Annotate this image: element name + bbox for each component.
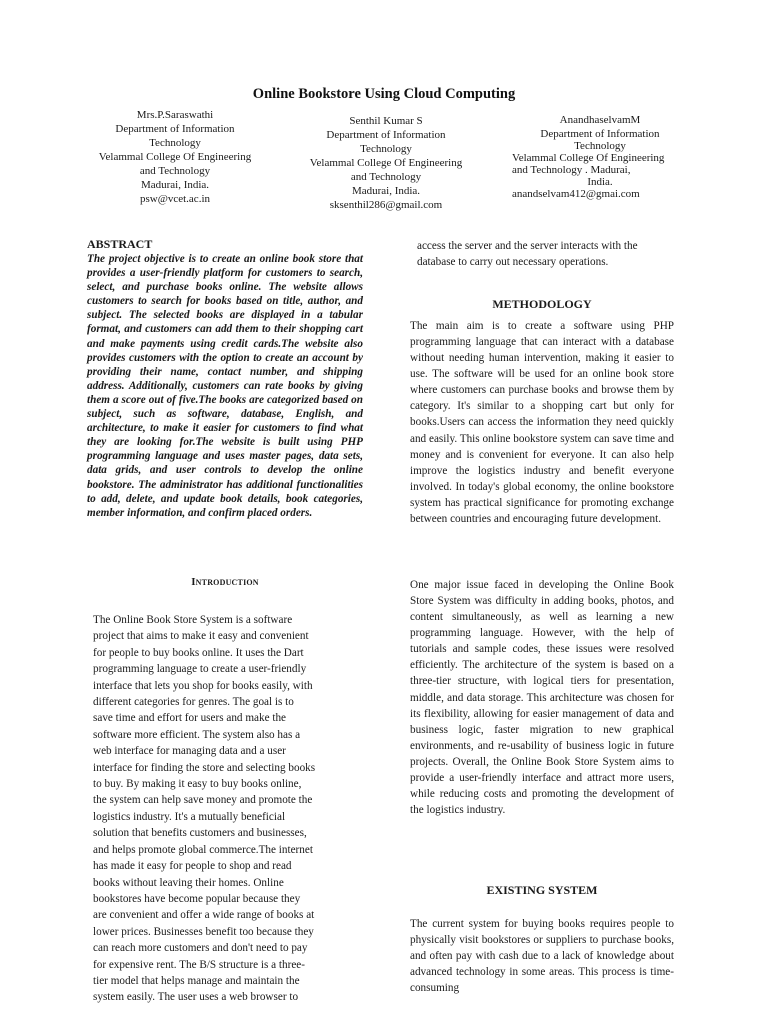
author-department-cont: Technology (149, 137, 201, 149)
text-line: books without leaving their homes. Online (93, 876, 284, 889)
text-line: tier model that helps manage and maintain the (93, 974, 300, 987)
author-block-2 (299, 114, 473, 212)
author-name: Mrs.P.Saraswathi (136, 109, 214, 121)
text-line: database to carry out necessary operations. (417, 256, 609, 269)
methodology-heading: METHODOLOGY (492, 297, 592, 311)
author-department: Department of Information (540, 128, 660, 140)
author-college-cont: and Technology . Madurai, (512, 164, 631, 176)
author-block-3 (512, 114, 688, 200)
author-department: Department of Information (115, 123, 235, 135)
methodology-paragraph-1: The main aim is to create a software using PHP programming language that can interact with a database without needing human intervention, making it easier to use. The software will be used for an online book store where customers can purchase books and browse them by category. It's similar to a shopping cart but only for books.Users can access the information they need quickly and easily. This online bookstore system can save time and money and is convenient for everyone. It can also help improve the logistics industry and benefit everyone involved. In today's global economy, the online bookstore system has practical significance for promoting exchange between countries and encouraging future development. (410, 320, 674, 525)
methodology-paragraph-2: One major issue faced in developing the Online Book Store System was difficulty in adding books, photos, and content simultaneously, as well as learning a new programming language. However, with the help of tutorials and sample codes, these issues were resolved efficiently. The architecture of the system is based on a three-tier structure, with logical tiers for presentation, middle, and data storage. This architecture was chosen for its flexibility, allowing for easier management of data and business logic, faster migration to new graphical environments, and re-usability of business logic in future projects. Overall, the Online Book Store System aims to provide a user-friendly interface and attract more users, while reducing costs and promoting the development of the logistics industry. (410, 579, 674, 817)
text-line: access the server and the server interacts with the (417, 240, 638, 252)
author-block-1 (84, 108, 266, 206)
text-line: software more efficient. The system also has a (93, 728, 301, 741)
text-line: different categories for genres. The goal is to (93, 696, 294, 709)
author-college: Velammal College Of Engineering (512, 152, 665, 164)
text-line: interface that lets you shop for books easily, with (93, 679, 313, 692)
text-line: programming language to create a user-friendly (93, 663, 307, 676)
text-line: save time and effort for users and make the (93, 712, 287, 725)
text-line: to buy. By making it easy to buy books online, (93, 778, 302, 791)
author-location: Madurai, India. (351, 185, 421, 197)
author-location: India. (587, 176, 613, 188)
text-line: can reach more customers and don't need to pay (93, 942, 308, 955)
abstract-heading: ABSTRACT (87, 237, 153, 251)
author-department: Department of Information (326, 129, 446, 141)
text-line: has made it easy for people to shop and read (93, 860, 292, 873)
author-name: AnandhaselvamM (559, 114, 641, 126)
text-line: bookstores have become popular because they (93, 892, 301, 905)
author-college: Velammal College Of Engineering (98, 151, 252, 163)
author-department-cont: Technology (574, 140, 626, 152)
introduction-heading: Introduction (191, 576, 259, 588)
abstract-text: The project objective is to create an online book store that provides a user-friendly platform for customers to search, select, and purchase books online. The website allows customers to search for books based on title, author, and subject. The selected books are displayed in a tabular format, and customers can add them to their shopping cart and make payments using credit cards.The website also provides customers with the option to create an account by providing their name, contact number, and shipping address. Additionally, customers can rate books by giving them a score out of five.The books are categorized based on subject, such as software, database, English, and architecture, to make it easier for customers to find what they are looking for.The website is built using PHP programming language and uses master pages, data sets, data grids, and user controls to develop the online bookstore. The administrator has additional functionalities to add, delete, and update book details, book categories, member information, and confirm placed orders. (87, 253, 363, 519)
text-line: lower prices. Businesses benefit too because they (93, 925, 314, 938)
text-line: interface for finding the store and selecting books (93, 761, 316, 774)
author-college-cont: and Technology (139, 165, 211, 177)
text-line: are convenient and offer a wide range of books at (93, 909, 315, 922)
column2-continued-text (417, 238, 675, 270)
text-line: web interface for managing data and a user (93, 745, 286, 758)
text-line: for expensive rent. The B/S structure is a three- (93, 958, 305, 971)
author-email: sksenthil286@gmail.com (329, 199, 443, 211)
text-line: for people to buy books online. It uses the Dart (93, 646, 304, 659)
author-college: Velammal College Of Engineering (309, 157, 463, 169)
author-department-cont: Technology (360, 143, 412, 155)
existing-system-heading: EXISTING SYSTEM (486, 883, 598, 897)
author-name: Senthil Kumar S (349, 115, 423, 127)
author-email: anandselvam412@gmai.com (512, 188, 640, 200)
existing-system-text: The current system for buying books requires people to physically visit bookstores or suppliers to purchase books, and often pay with cash due to a lack of knowledge about advanced technology in some areas. This process is time-consuming (410, 918, 674, 995)
author-location: Madurai, India. (140, 179, 210, 191)
author-college-cont: and Technology (350, 171, 422, 183)
paper-title: Online Bookstore Using Cloud Computing (252, 86, 516, 102)
text-line: system easily. The user uses a web browser to (93, 991, 299, 1004)
text-line: solution that benefits customers and businesses, (93, 827, 307, 840)
text-line: the system can help save money and promote the (93, 794, 313, 807)
text-line: logistics industry. It's a mutually beneficial (93, 810, 286, 823)
text-line: The Online Book Store System is a software (93, 614, 293, 626)
text-line: and helps promote global commerce.The internet (93, 843, 313, 856)
text-line: project that aims to make it easy and convenient (93, 630, 309, 643)
introduction-text (93, 612, 353, 1006)
author-email: psw@vcet.ac.in (140, 193, 210, 205)
